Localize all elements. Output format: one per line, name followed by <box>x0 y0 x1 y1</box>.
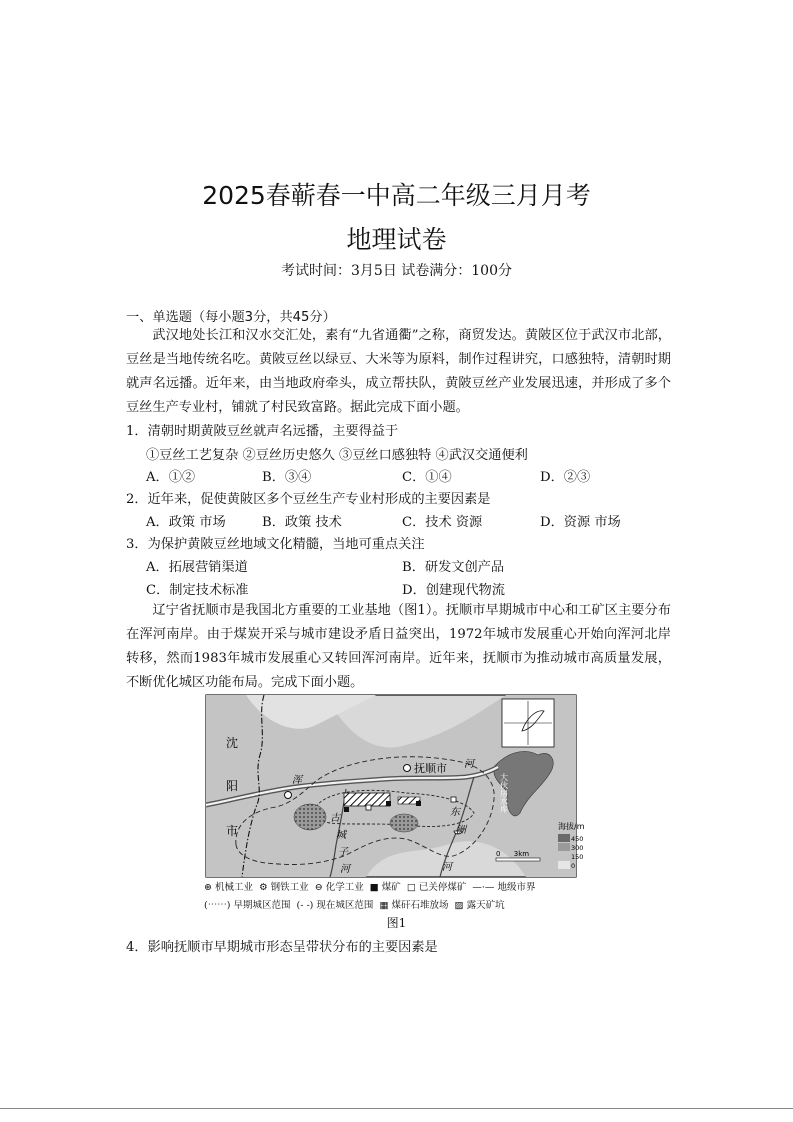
closed-coal-mine <box>451 797 456 802</box>
label-zhou: 洲 <box>456 825 466 836</box>
label-reservoir: 大伙房水库 <box>499 773 509 813</box>
chemical-legend-icon: ⊖ <box>314 882 323 893</box>
question-1-items: ①豆丝工艺复杂 ②豆丝历史悠久 ③豆丝口感独特 ④武汉交通便利 <box>146 448 528 463</box>
boundary-legend-icon: —·— <box>472 882 495 893</box>
scale-bar <box>496 858 540 861</box>
label-scale: 0 3km <box>496 850 530 858</box>
label-elevation-title: 海拔/m <box>558 822 585 831</box>
q2-option-b: B．政策 技术 <box>262 515 342 530</box>
label-elev-0: 0 <box>571 862 576 870</box>
legend-early-area: 早期城区范围 <box>233 900 291 911</box>
pit-legend-icon: ▨ <box>454 900 464 911</box>
coal-mine-legend-icon: ■ <box>369 882 379 893</box>
label-zi: 子 <box>338 847 348 858</box>
coal-mine <box>344 807 349 812</box>
label-shen: 沈 <box>226 736 239 750</box>
machinery-industry-icon <box>285 792 292 799</box>
q2-option-d: D．资源 市场 <box>540 515 621 530</box>
legend-gangue: 煤矸石堆放场 <box>391 900 449 911</box>
gangue-dump <box>294 804 326 830</box>
machinery-legend-icon: ⊛ <box>204 882 212 893</box>
label-hun: 浑 <box>292 775 302 786</box>
label-fushun: 抚顺市 <box>414 762 447 775</box>
passage-2: 辽宁省抚顺市是我国北方重要的工业基地（图1）。抚顺市早期城市中心和工矿区主要分布在浑河南岸。由于煤炭开采与城市建设矛盾日益突出，1972年城市发展重心开始向浑河北岸转移，然而1983年城市发展重心又转回浑河南岸。近年来，抚顺市为推动城市高质量发展，不断优化城区功能布局。完成下面小题。 <box>126 603 671 690</box>
question-3-stem: 3．为保护黄陂豆丝地域文化精髓，当地可重点关注 <box>126 537 425 552</box>
legend-chemical: 化学工业 <box>325 882 364 893</box>
label-dong: 东 <box>450 807 460 818</box>
label-elev-300: 300 <box>571 844 584 852</box>
coal-mine <box>416 801 421 806</box>
elev-swatch-150 <box>558 852 570 860</box>
legend-boundary: 地级市界 <box>497 882 536 893</box>
q1-option-d: D．②③ <box>540 470 591 485</box>
elev-swatch-0 <box>558 861 570 869</box>
gangue-legend-icon: ▦ <box>379 900 389 911</box>
legend-closed-mine: 已关停煤矿 <box>418 882 467 893</box>
exam-info: 考试时间：3月5日 试卷满分：100分 <box>281 263 512 279</box>
label-elev-150: 150 <box>571 853 584 861</box>
q1-option-b: B．③④ <box>262 470 312 485</box>
elev-swatch-300 <box>558 843 570 851</box>
legend-current-area: 现在城区范围 <box>316 900 374 911</box>
label-gu: 古 <box>330 813 340 824</box>
label-yang: 阳 <box>226 779 239 793</box>
question-1-stem: 1．清朝时期黄陂豆丝就声名远播，主要得益于 <box>126 424 399 439</box>
open-pit-mine <box>344 793 390 806</box>
label-elev-450: 450 <box>571 835 584 843</box>
page-bottom-rule <box>0 1108 793 1109</box>
coal-mine <box>386 801 391 806</box>
question-4-stem: 4．影响抚顺市早期城市形态呈带状分布的主要因素是 <box>126 940 438 955</box>
steel-legend-icon: ⚙ <box>259 882 268 893</box>
q1-option-c: C．①④ <box>402 470 452 485</box>
question-2-stem: 2．近年来，促使黄陂区多个豆丝生产专业村形成的主要因素是 <box>126 492 491 507</box>
q3-option-d: D．创建现代物流 <box>402 583 505 598</box>
current-area-legend-icon: (‐ ‐) <box>296 900 314 911</box>
legend-machinery: 机械工业 <box>215 882 254 893</box>
exam-subject: 地理试卷 <box>346 225 447 254</box>
legend-steel: 钢铁工业 <box>270 882 309 893</box>
legend-coal-mine: 煤矿 <box>381 882 401 893</box>
q3-option-a: A．拓展营销渠道 <box>146 560 248 575</box>
label-shi: 市 <box>226 824 239 838</box>
label-he-right: 河 <box>464 759 474 770</box>
label-he-gucheng: 河 <box>340 864 350 875</box>
q1-option-a: A．①② <box>146 470 196 485</box>
exam-title: 2025春蕲春一中高二年级三月月考 <box>202 181 591 210</box>
q3-option-c: C．制定技术标准 <box>146 583 249 598</box>
legend-pit: 露天矿坑 <box>466 900 505 911</box>
machinery-industry-icon <box>404 765 411 772</box>
q3-option-b: B．研发文创产品 <box>402 560 505 575</box>
fushun-map <box>206 695 585 877</box>
closed-coal-mine <box>366 805 371 810</box>
section-heading: 一、单选题（每小题3分，共45分） <box>126 310 336 325</box>
map-legend-row-2 <box>204 897 505 911</box>
map-legend-row-1 <box>204 879 535 893</box>
figure-caption: 图1 <box>386 916 407 930</box>
q2-option-a: A．政策 市场 <box>146 515 226 530</box>
early-area-legend-icon: (⋯⋯) <box>204 900 231 911</box>
elev-swatch-450 <box>558 834 570 842</box>
q2-option-c: C．技术 资源 <box>402 515 483 530</box>
gangue-dump <box>390 814 418 832</box>
closed-mine-legend-icon: □ <box>406 882 416 893</box>
label-he-bottom: 河 <box>442 862 452 873</box>
label-cheng: 城 <box>336 830 346 841</box>
passage-1: 武汉地处长江和汉水交汇处，素有“九省通衢”之称，商贸发达。黄陂区位于武汉市北部，豆丝是当地传统名吃。黄陂豆丝以绿豆、大米等为原料，制作过程讲究，口感独特，清朝时期就声名远播。近年来，由当地政府牵头，成立帮扶队，黄陂豆丝产业发展迅速，并形成了多个豆丝生产专业村，铺就了村民致富路。据此完成下面小题。 <box>126 328 671 415</box>
